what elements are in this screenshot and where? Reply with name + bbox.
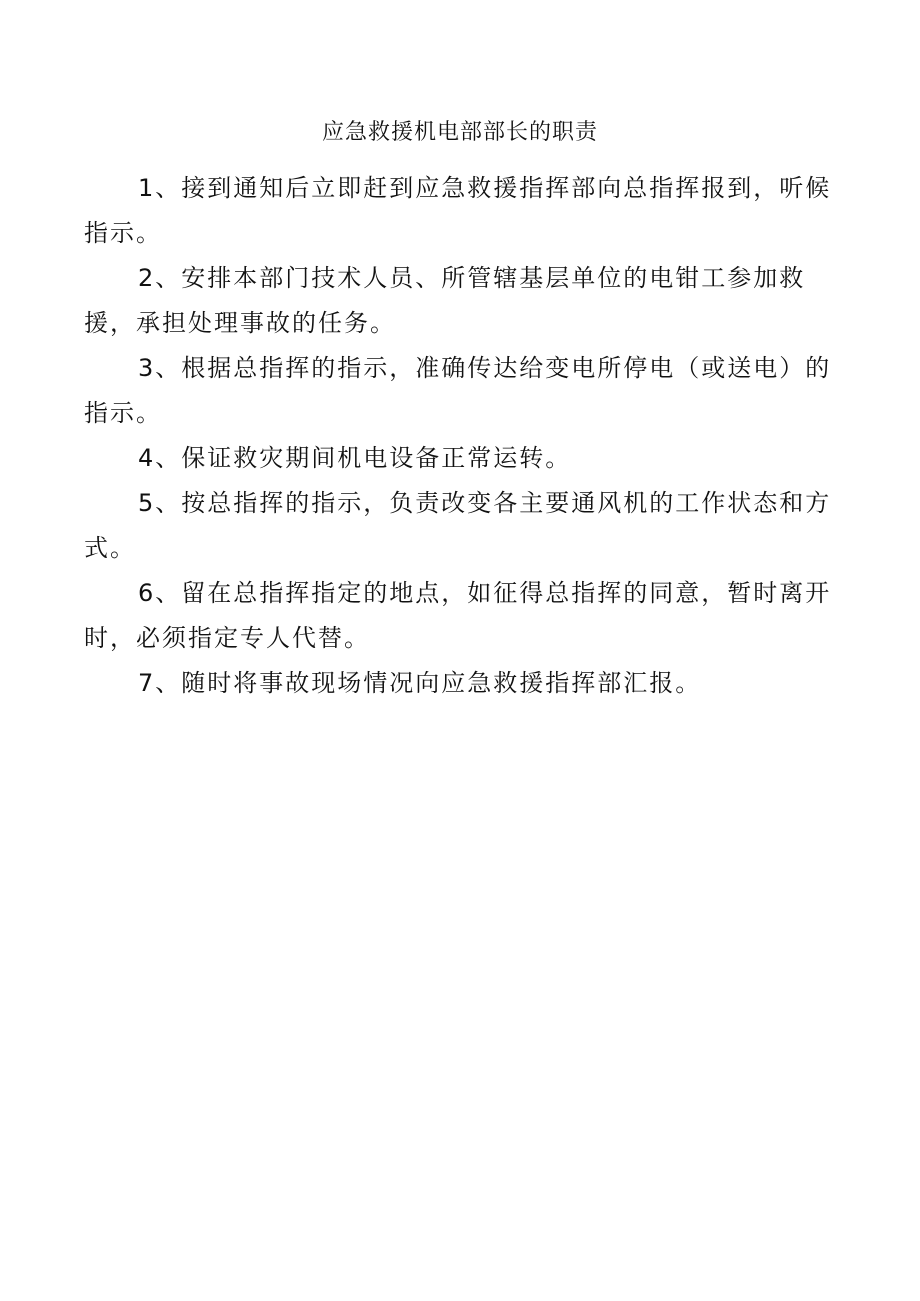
duty-item-7: 7、随时将事故现场情况向应急救援指挥部汇报。 xyxy=(138,669,702,697)
duty-item-1: 1、接到通知后立即赶到应急救援指挥部向总指挥报到，听候指示。 xyxy=(84,174,832,247)
document-title: 应急救援机电部部长的职责 xyxy=(321,120,598,145)
duty-item-6: 6、留在总指挥指定的地点，如征得总指挥的同意，暂时离开时，必须指定专人代替。 xyxy=(84,579,832,652)
duty-list xyxy=(84,166,840,706)
duty-item-3: 3、根据总指挥的指示，准确传达给变电所停电（或送电）的指示。 xyxy=(84,354,832,427)
duty-item-5: 5、按总指挥的指示，负责改变各主要通风机的工作状态和方式。 xyxy=(84,489,832,562)
duty-item-4: 4、保证救灾期间机电设备正常运转。 xyxy=(138,444,572,472)
duty-item-2: 2、安排本部门技术人员、所管辖基层单位的电钳工参加救援，承担处理事故的任务。 xyxy=(84,264,806,337)
